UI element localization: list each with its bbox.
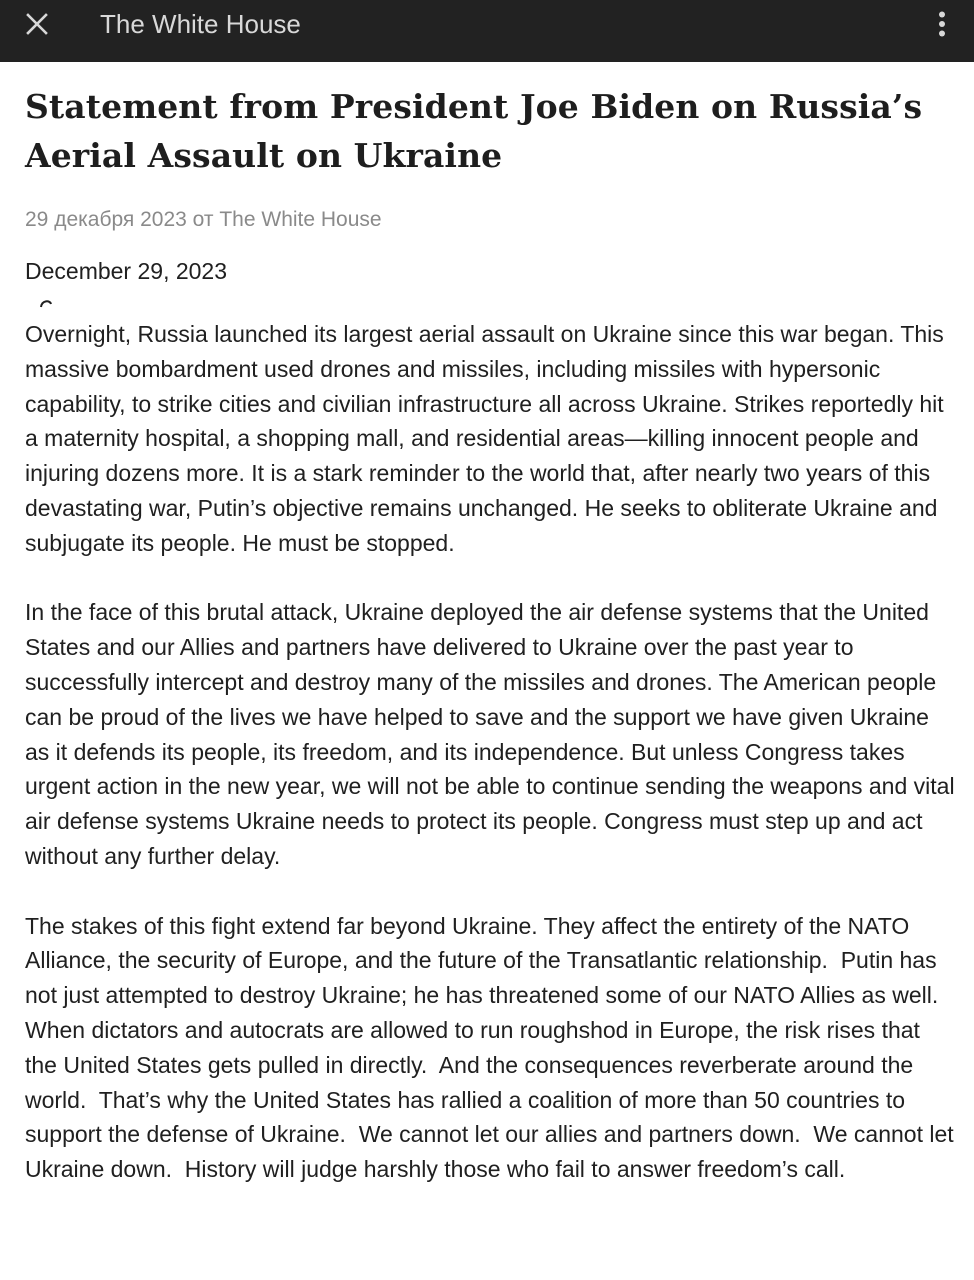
article-byline: 29 декабря 2023 от The White House [25, 208, 382, 231]
app-title: The White House [100, 9, 301, 39]
article-paragraph-2: In the face of this brutal attack, Ukraine deployed the air defense systems that the United States and our Allies and partners have delivered to Ukraine over the past year to successfully intercept and destroy many of the missiles and drones. The American people can be proud of the lives we have helped to save and the support we have given Ukraine as it defends its people, its freedom, and its independence. But unless Congress takes urgent action in the new year, we will not be able to continue sending the weapons and vital air defense systems Ukraine needs to protect its people. Congress must step up and act without any further delay. [25, 599, 961, 869]
overflow-menu-button[interactable] [928, 6, 956, 42]
article-paragraph-1: Overnight, Russia launched its largest aerial assault on Ukraine since this war began. This massive bombardment used drones and missiles, including missiles with hypersonic capability, to strike cities and civilian infrastructure all across Ukraine. Strikes reportedly hit a maternity hospital, a shopping mall, and residential areas—killing innocent people and injuring dozens more. It is a stark reminder to the world that, after nearly two years of this devastating war, Putin’s objective remains unchanged. He seeks to obliterate Ukraine and subjugate its people. He must be stopped. [25, 321, 951, 556]
article-body [25, 317, 961, 1187]
article-headline: Statement from President Joe Biden on Russia’s Aerial Assault on Ukraine [25, 87, 923, 175]
stray-glyph-mark [40, 298, 52, 308]
top-app-bar [0, 0, 974, 62]
close-button[interactable] [18, 5, 56, 43]
article-paragraph-3: The stakes of this fight extend far beyond Ukraine. They affect the entirety of the NATO Alliance, the security of Europe, and the future of the Transatlantic relationship. Putin has not just attempted to destroy Ukraine; he has threatened some of our NATO Allies as well. When dictators and autocrats are allowed to run roughshod in Europe, the risk rises that the United States gets pulled in directly. And the consequences reverberate around the world. That’s why the United States has rallied a coalition of more than 50 countries to support the defense of Ukraine. We cannot let our allies and partners down. We cannot let Ukraine down. History will judge harshly those who fail to answer freedom’s call. [25, 912, 961, 1183]
more-vert-icon [938, 11, 946, 37]
article-content [25, 62, 961, 1222]
close-icon [25, 12, 49, 36]
article-date: December 29, 2023 [25, 258, 228, 284]
